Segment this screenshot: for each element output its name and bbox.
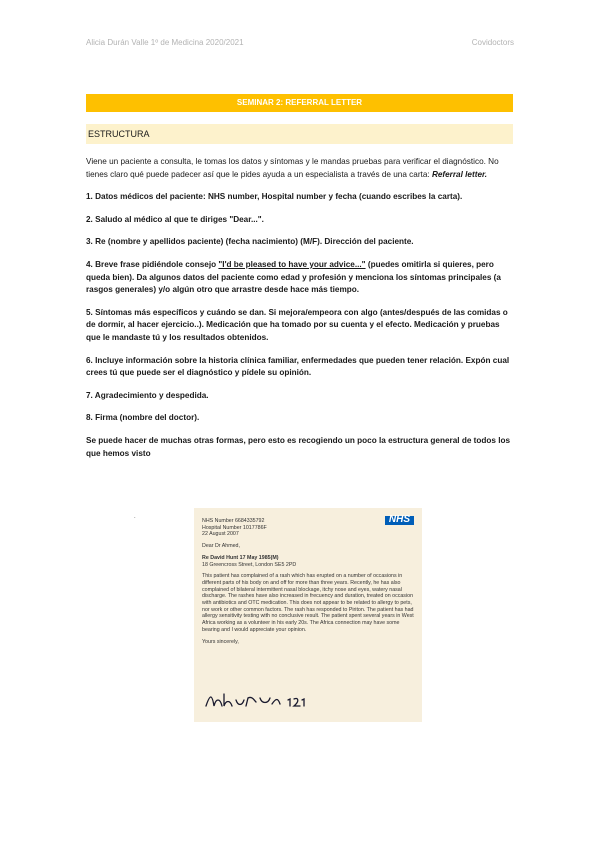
letter-body: This patient has complained of a rash which has erupted on a number of occasions in different parts of his body on and off for more than three years. Recently, he has also complained of bilateral intermittent nasal blockage, itchy nose and eyes, watery nasal discharge. The rashes have also increased in frecuency and duration, treated on occasion with antibiotics and OTC medication. This does not appear to be related to allergy to pets, nor work or other common factors. The rash has responded to Piriton. The patient has had allergy sensitivity testing with no conclusive result. The patient spent several years in West Africa working as a volunteer in his early 20s. The Africa connection may have some bearing and I would appreciate your opinion. xyxy=(202,573,414,633)
seminar-banner: SEMINAR 2: REFERRAL LETTER xyxy=(86,94,513,112)
item-4-rest: (puedes omitirla si quieres, pero queda bien). Da algunos datos del paciente como edad y profesión y menciona los síntomas principales (a rasgos generales) y/o algún otro que arrastre desde hace más tiempo. xyxy=(86,259,501,295)
document-body xyxy=(86,156,513,470)
header-right-text: Covidoctors xyxy=(471,38,514,47)
letter-nhs-number: NHS Number 6684335792 xyxy=(202,518,265,524)
closing-paragraph: Se puede hacer de muchas otras formas, pero esto es recogiendo un poco la estructura general de todos los que hemos visto xyxy=(86,435,511,458)
item-6: 6. Incluye información sobre la historia clínica familiar, enfermedades que pueden tener relación. Expón cual crees tú que puede ser el diagnóstico y pídele su opinión. xyxy=(86,355,510,378)
letter-date: 22 August 2007 xyxy=(202,531,239,538)
intro-italic: Referral letter. xyxy=(431,169,488,179)
item-1: 1. Datos médicos del paciente: NHS number, Hospital number y fecha (cuando escribes la carta). xyxy=(86,192,463,202)
item-4 xyxy=(86,259,513,297)
item-5: 5. Síntomas más específicos y cuándo se dan. Si mejora/empeora con algo (antes/después de las comidas o de dormir, al hacer ejercicio..). Medicación que ha tomado por su cuenta y el efecto. Medicación y pruebas que le mandaste tú y los resultados obtenidos. xyxy=(86,307,508,342)
letter-re xyxy=(202,555,414,568)
letter-greeting: Dear Dr Ahmed, xyxy=(202,543,240,550)
item-4-lead: 4. Breve frase pidiéndole consejo xyxy=(86,259,219,269)
intro-paragraph xyxy=(86,156,513,181)
stray-dot: . xyxy=(134,514,136,520)
item-4-quote: "I'd be pleased to have your advice..." xyxy=(218,259,366,269)
letter-hospital-number: Hospital Number 1017786F xyxy=(202,524,267,531)
page-header xyxy=(86,38,514,47)
intro-text: Viene un paciente a consulta, le tomas los datos y síntomas y le mandas pruebas para verificar el diagnóstico. No tienes claro qué puede padecer así que le pides ayuda a un especialista a través de una carta: xyxy=(86,157,499,179)
item-8: 8. Firma (nombre del doctor). xyxy=(86,413,200,423)
sample-referral-letter xyxy=(194,508,422,722)
item-7: 7. Agradecimiento y despedida. xyxy=(86,390,209,400)
letter-signoff: Yours sincerely, xyxy=(202,638,239,645)
item-3: 3. Re (nombre y apellidos paciente) (fecha nacimiento) (M/F). Dirección del paciente. xyxy=(86,237,414,247)
letter-re-line: Re David Hunt 17 May 1985(M) xyxy=(202,554,279,561)
letter-numbers xyxy=(202,518,414,538)
nhs-logo: NHS xyxy=(385,516,414,525)
signature-image xyxy=(202,688,312,712)
letter-address: 18 Greencross Street, London SE5 2PD xyxy=(202,561,297,568)
header-left-text: Alicia Durán Valle 1º de Medicina 2020/2021 xyxy=(86,38,244,47)
item-2: 2. Saludo al médico al que te diriges "Dear...". xyxy=(86,214,264,224)
section-title: ESTRUCTURA xyxy=(86,124,513,144)
